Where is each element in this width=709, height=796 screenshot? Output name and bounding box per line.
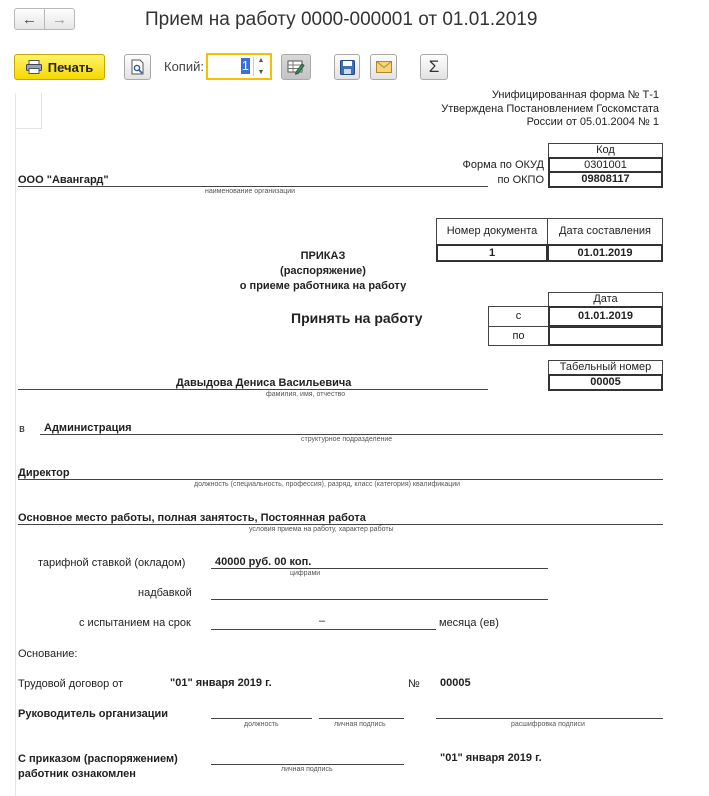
print-button[interactable]	[14, 54, 105, 80]
save-button[interactable]	[334, 54, 360, 80]
page-preview-icon	[130, 59, 146, 75]
printer-icon	[26, 60, 42, 74]
number-sign: №	[408, 678, 420, 690]
salary-label: тарифной ставкой (окладом)	[38, 557, 186, 569]
window-title: Прием на работу 0000-000001 от 01.01.2019	[145, 9, 538, 30]
position: Директор	[18, 467, 70, 479]
order-description: о приеме работника на работу	[239, 280, 407, 292]
salary-caption: цифрами	[290, 570, 321, 577]
form-header-line: России от 05.01.2004 № 1	[526, 116, 659, 128]
doc-number-header: Номер документа	[436, 218, 548, 245]
copies-value: 1	[241, 58, 249, 73]
ack-signature-line	[211, 764, 404, 765]
copies-input[interactable]	[206, 53, 272, 80]
spin-down-icon[interactable]: ▼	[257, 69, 265, 76]
edit-mode-button[interactable]	[281, 54, 311, 80]
head-position-caption: должность	[244, 721, 279, 728]
position-caption: должность (специальность, профессия), разряд, класс (категория) квалификации	[194, 481, 461, 488]
conditions: Основное место работы, полная занятость, Постоянная работа	[18, 512, 366, 524]
from-date: 01.01.2019	[548, 306, 663, 327]
position-underline	[18, 479, 663, 480]
employee-name: Давыдова Дениса Васильевича	[176, 377, 352, 389]
bonus-underline	[211, 599, 548, 600]
okpo-label: по ОКПО	[497, 174, 544, 186]
send-email-button[interactable]	[370, 54, 397, 80]
ack-label	[18, 752, 178, 782]
sheet-corner-mark	[15, 93, 42, 129]
order-title-block	[210, 249, 436, 294]
copies-spinner[interactable]	[253, 57, 268, 76]
ack-date: "01" января 2019 г.	[440, 752, 542, 764]
department-underline	[40, 434, 663, 435]
form-header-line: Унифицированная форма № Т-1	[491, 89, 659, 101]
print-label: Печать	[47, 59, 94, 75]
trial-dash: –	[319, 615, 326, 627]
head-position-line	[211, 718, 312, 719]
doc-number-value: 1	[436, 244, 548, 262]
trial-label: с испытанием на срок	[79, 617, 191, 629]
head-decoding-caption: расшифровка подписи	[511, 721, 585, 728]
trial-underline	[211, 629, 436, 630]
contract-number: 00005	[440, 677, 471, 689]
code-header: Код	[548, 143, 663, 158]
bonus-label: надбавкой	[138, 587, 192, 599]
org-underline	[18, 186, 488, 187]
sheet-left-edge	[15, 93, 16, 796]
order-title: ПРИКАЗ	[300, 250, 346, 262]
head-signature-caption: личная подпись	[334, 721, 386, 728]
preview-button[interactable]	[124, 54, 151, 80]
spin-up-icon[interactable]: ▲	[257, 57, 265, 64]
to-date	[548, 326, 663, 346]
contract-date: "01" января 2019 г.	[170, 677, 272, 689]
okud-label: Форма по ОКУД	[462, 159, 544, 171]
form-header-line: Утверждена Постановлением Госкомстата	[441, 102, 659, 115]
department: Администрация	[44, 422, 132, 434]
back-button[interactable]	[14, 8, 45, 30]
envelope-icon	[376, 61, 392, 73]
employee-underline	[18, 389, 488, 390]
arrow-left-icon: ←	[22, 10, 37, 28]
form-header	[380, 89, 659, 130]
okud-value: 0301001	[548, 157, 663, 172]
sum-button[interactable]	[420, 54, 448, 80]
salary-value: 40000 руб. 00 коп.	[215, 556, 312, 568]
salary-underline	[211, 568, 548, 569]
conditions-caption: условия приема на работу, характер работы	[249, 526, 394, 533]
in-label: в	[19, 423, 25, 435]
forward-button[interactable]	[44, 8, 75, 30]
floppy-disk-icon	[340, 60, 355, 75]
ack-signature-caption: личная подпись	[281, 766, 333, 773]
contract-label: Трудовой договор от	[18, 678, 124, 690]
trial-unit: месяца (ев)	[439, 617, 499, 629]
edit-table-icon	[287, 59, 305, 75]
org-caption: наименование организации	[205, 188, 296, 195]
sigma-icon: Σ	[428, 57, 440, 76]
to-label: по	[488, 326, 549, 346]
employee-caption: фамилия, имя, отчество	[266, 391, 346, 398]
order-subtitle: (распоряжение)	[280, 265, 366, 277]
doc-date-value: 01.01.2019	[547, 244, 663, 262]
copies-label: Копий:	[164, 59, 204, 74]
tab-number-value: 00005	[548, 374, 663, 391]
ack-label-line-1: С приказом (распоряжением)	[18, 753, 178, 765]
arrow-right-icon: →	[52, 10, 67, 28]
date-header: Дата	[548, 292, 663, 307]
org-name: ООО "Авангард"	[18, 174, 109, 186]
basis-label: Основание:	[18, 648, 78, 660]
head-label: Руководитель организации	[18, 708, 169, 720]
doc-date-header: Дата составления	[547, 218, 663, 245]
head-signature-line	[319, 718, 404, 719]
conditions-underline	[18, 524, 663, 525]
head-decoding-line	[436, 718, 663, 719]
okpo-value: 09808117	[548, 171, 663, 188]
ack-label-line-2: работник ознакомлен	[18, 768, 136, 780]
department-caption: структурное подразделение	[301, 436, 393, 443]
from-label: с	[488, 306, 549, 327]
accept-label: Принять на работу	[291, 310, 423, 326]
tab-number-header: Табельный номер	[548, 360, 663, 375]
